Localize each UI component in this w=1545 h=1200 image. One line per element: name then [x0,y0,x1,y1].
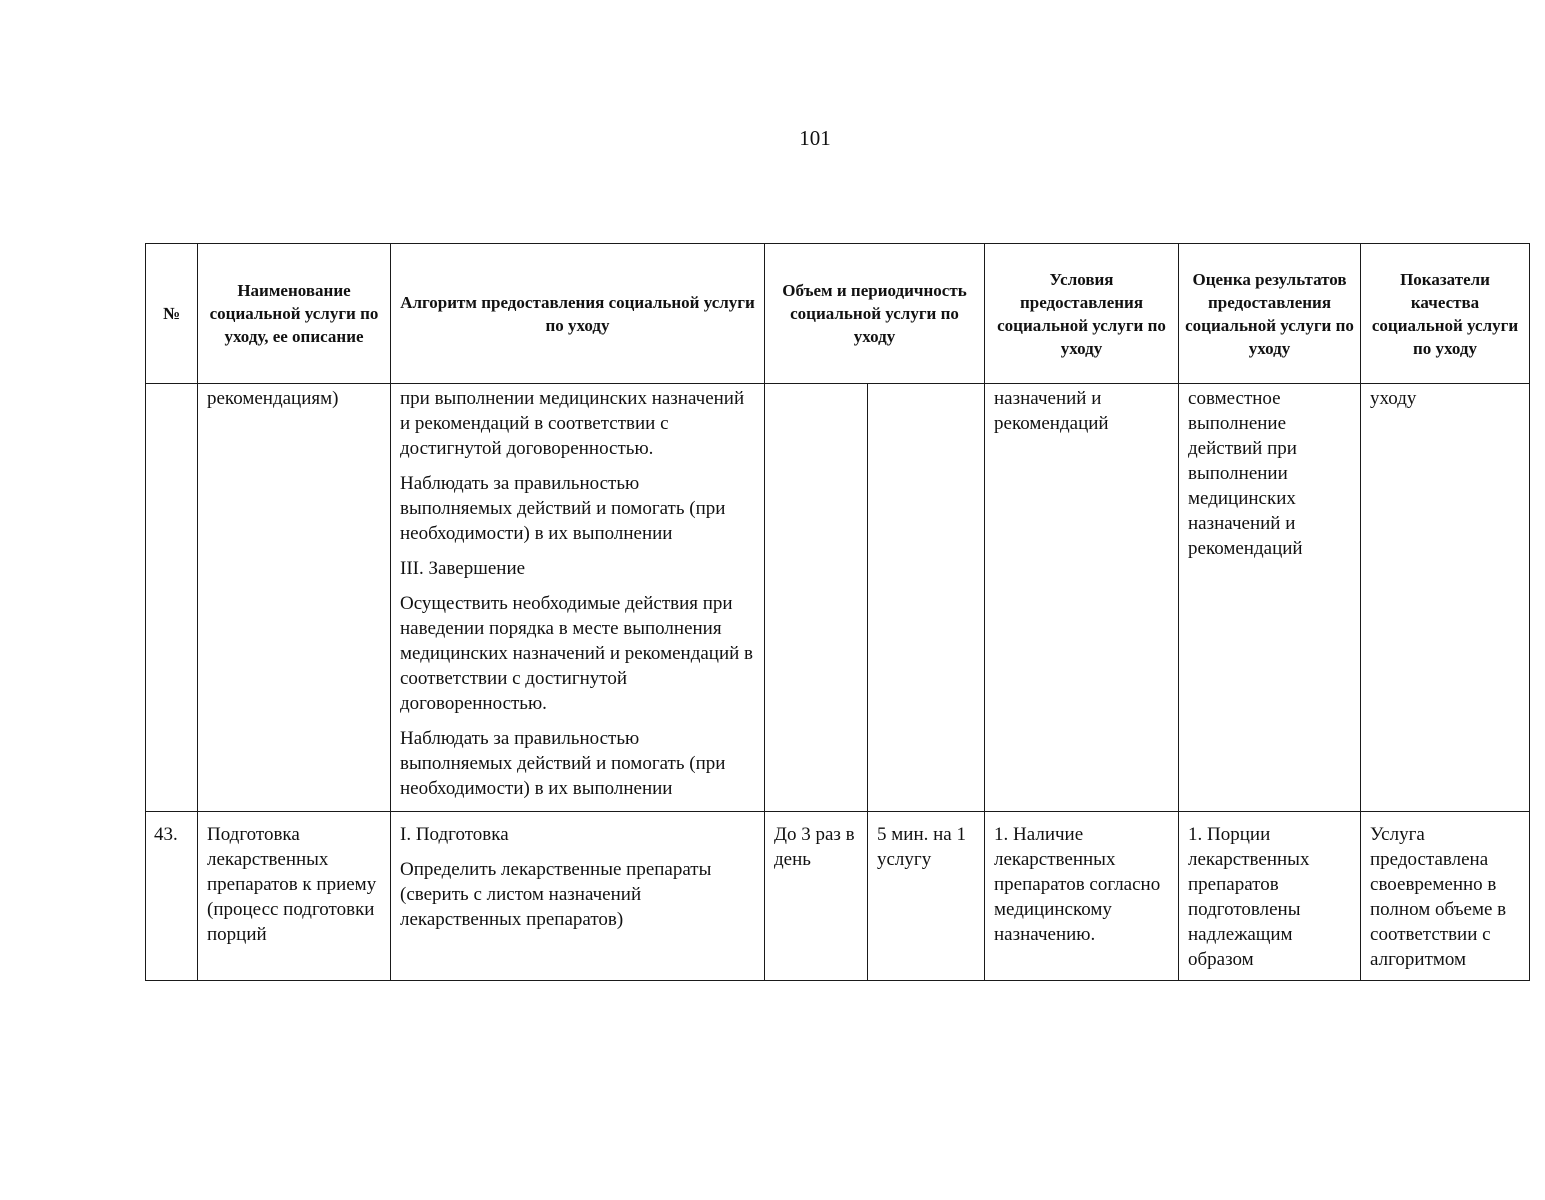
cell-algorithm [391,812,765,981]
header-volume: Объем и периодичность социальной услуги по уходу [765,244,985,384]
header-conditions: Условия предоставления социальной услуги по уходу [985,244,1179,384]
cell-volume: До 3 раз в день [765,812,868,981]
cell-algorithm [391,384,765,812]
header-evaluation: Оценка результатов предоставления социальной услуги по уходу [1179,244,1361,384]
table-header-row [146,244,1530,384]
services-table [145,243,1530,981]
header-num: № [146,244,198,384]
page-number: 101 [799,126,831,150]
cell-conditions: назначений и рекомендаций [985,384,1179,812]
algorithm-paragraph: Наблюдать за правильностью выполняемых действий и помогать (при необходимости) в их выполнении [400,728,726,799]
cell-indicators: уходу [1361,384,1530,812]
header-name: Наименование социальной услуги по уходу, ее описание [198,244,391,384]
algorithm-paragraph: Наблюдать за правильностью выполняемых действий и помогать (при необходимости) в их выполнении [400,473,726,544]
table-row [146,384,1530,812]
cell-volume [765,384,868,812]
cell-evaluation: совместное выполнение действий при выполнении медицинских назначений и рекомендаций [1179,384,1361,812]
algorithm-paragraph: I. Подготовка [400,824,509,845]
header-algorithm: Алгоритм предоставления социальной услуги по уходу [391,244,765,384]
header-indicators: Показатели качества социальной услуги по уходу [1361,244,1530,384]
cell-name: Подготовка лекарственных препаратов к приему (процесс подготовки порций [198,812,391,981]
table-row [146,812,1530,981]
cell-name: рекомендациям) [198,384,391,812]
algorithm-paragraph: Определить лекарственные препараты (сверить с листом назначений лекарственных препаратов) [400,859,712,930]
algorithm-paragraph: при выполнении медицинских назначений и рекомендаций в соответствии с достигнутой договоренностью. [400,388,745,459]
cell-num [146,384,198,812]
cell-frequency [868,384,985,812]
cell-indicators: Услуга предоставлена своевременно в полном объеме в соответствии с алгоритмом [1361,812,1530,981]
algorithm-paragraph: Осуществить необходимые действия при наведении порядка в месте выполнения медицинских назначений и рекомендаций в соответствии с достигнутой договоренностью. [400,593,754,714]
cell-conditions: 1. Наличие лекарственных препаратов согласно медицинскому назначению. [985,812,1179,981]
cell-frequency: 5 мин. на 1 услугу [868,812,985,981]
cell-num: 43. [146,812,198,981]
algorithm-paragraph: III. Завершение [400,558,526,579]
cell-evaluation: 1. Порции лекарственных препаратов подготовлены надлежащим образом [1179,812,1361,981]
